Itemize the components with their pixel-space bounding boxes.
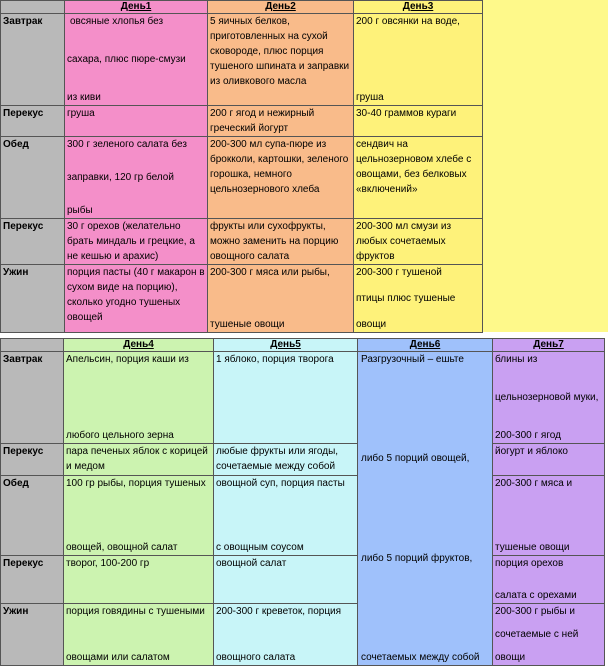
meal-label: Перекус: [1, 219, 65, 265]
day6-fasting-cell: Разгрузочный – ешьте либо 5 порций овощей, либо 5 порций фруктов, сочетаемых между собой: [358, 352, 493, 666]
meal-cell: пара печеных яблок с корицей и медом: [64, 444, 214, 476]
meal-label: Завтрак: [1, 14, 65, 106]
meal-cell: 200-300 г мяса или рыбы, тушеные овощи: [208, 265, 354, 333]
meal-label: Перекус: [1, 556, 64, 604]
meal-cell: 200-300 г креветок, порция овощного салата: [214, 604, 358, 666]
meal-cell: любые фрукты или ягоды, сочетаемые между собой: [214, 444, 358, 476]
meal-cell: 5 яичных белков, приготовленных на сухой сковороде, плюс порция тушеного шпината и заправки из оливкового масла: [208, 14, 354, 106]
meal-label: Перекус: [1, 444, 64, 476]
meal-cell: 100 гр рыбы, порция тушеных овощей, овощной салат: [64, 476, 214, 556]
day-header: День6: [358, 339, 493, 352]
meal-cell: 200-300 мл супа-пюре из брокколи, картошки, зеленого горошка, немного цельнозернового хлеба: [208, 137, 354, 219]
meal-cell: 200 г овсянки на воде, груша: [354, 14, 483, 106]
meal-label: Обед: [1, 137, 65, 219]
meal-cell: овощной салат: [214, 556, 358, 604]
meal-cell: 200-300 г тушеной птицы плюс тушеные овощи: [354, 265, 483, 333]
day-header: День7: [493, 339, 605, 352]
meal-cell: творог, 100-200 гр: [64, 556, 214, 604]
meal-label: Ужин: [1, 604, 64, 666]
meal-cell: груша: [65, 106, 208, 137]
meal-cell: сендвич на цельнозерновом хлебе с овощами, без белковых «включений»: [354, 137, 483, 219]
meal-cell: 30 г орехов (желательно брать миндаль и грецкие, а не кешью и арахис): [65, 219, 208, 265]
meal-cell: порция пасты (40 г макарон в сухом виде на порцию), сколько угодно тушеных овощей: [65, 265, 208, 333]
meal-cell: порция говядины с тушеными овощами или салатом: [64, 604, 214, 666]
meal-cell: 200 г ягод и нежирный греческий йогурт: [208, 106, 354, 137]
meal-plan-table-week1: [0, 0, 483, 333]
corner-cell: [1, 339, 64, 352]
meal-cell: 300 г зеленого салата без заправки, 120 гр белой рыбы: [65, 137, 208, 219]
meal-cell: 1 яблоко, порция творога: [214, 352, 358, 444]
day-header: День2: [208, 1, 354, 14]
meal-cell: порция орехов салата с орехами: [493, 556, 605, 604]
meal-cell: 30-40 граммов кураги: [354, 106, 483, 137]
meal-cell: фрукты или сухофрукты, можно заменить на порцию овощного салата: [208, 219, 354, 265]
meal-label: Завтрак: [1, 352, 64, 444]
meal-label: Перекус: [1, 106, 65, 137]
corner-cell: [1, 1, 65, 14]
day-header: День3: [354, 1, 483, 14]
meal-cell: 200-300 г мяса и тушеные овощи: [493, 476, 605, 556]
meal-cell: овсяные хлопья без сахара, плюс пюре-смузи из киви: [65, 14, 208, 106]
day-header: День1: [65, 1, 208, 14]
meal-cell: блины из цельнозерновой муки, 200-300 г ягод: [493, 352, 605, 444]
day-header: День4: [64, 339, 214, 352]
meal-cell: 200-300 г рыбы и сочетаемые с ней овощи: [493, 604, 605, 666]
meal-cell: Апельсин, порция каши из любого цельного зерна: [64, 352, 214, 444]
meal-plan-table-week2: [0, 338, 605, 666]
meal-cell: йогурт и яблоко: [493, 444, 605, 476]
meal-label: Ужин: [1, 265, 65, 333]
meal-cell: 200-300 мл смузи из любых сочетаемых фруктов: [354, 219, 483, 265]
day-header: День5: [214, 339, 358, 352]
meal-cell: овощной суп, порция пасты с овощным соусом: [214, 476, 358, 556]
yellow-background-strip: [482, 0, 608, 332]
meal-label: Обед: [1, 476, 64, 556]
